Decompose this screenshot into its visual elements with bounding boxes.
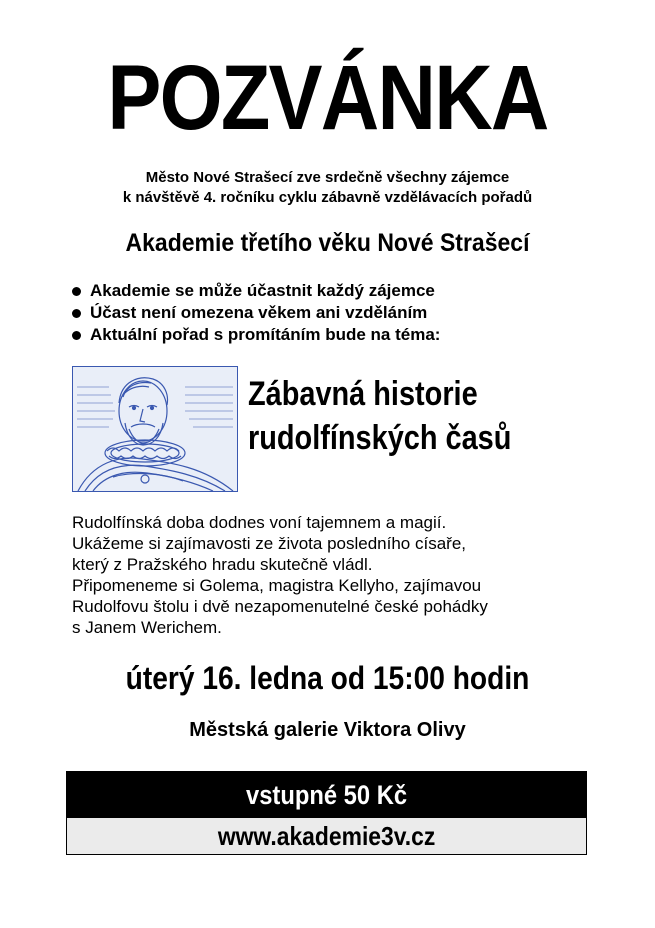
academy-name: Akademie třetího věku Nové Strašecí [125,229,530,257]
bullet-item [72,324,440,346]
admission-banner [67,772,586,818]
rudolf-portrait-image [72,366,238,492]
bullet-text: Aktuální pořad s promítáním bude na téma: [90,325,441,344]
poster-title: POZVÁNKA [107,47,548,149]
portrait-engraving [73,367,237,491]
topic-line-2: rudolfínských časů [248,419,512,457]
bullet-dot-icon [72,331,81,340]
bullet-text: Účast není omezena věkem ani vzděláním [90,303,428,322]
website-banner [67,818,586,854]
description-line: Rudolfovu štolu i dvě nezapomenutelné české pohádky [72,597,488,616]
description-line: Rudolfínská doba dodnes voní tajemnem a magií. [72,513,447,532]
description-line: který z Pražského hradu skutečně vládl. [72,555,373,574]
event-date-time: úterý 16. ledna od 15:00 hodin [125,660,530,696]
bullet-item [72,280,440,302]
admission-text: vstupné 50 Kč [245,780,408,810]
description-line: Připomeneme si Golema, magistra Kellyho, zajímavou [72,576,482,595]
website-link[interactable]: www.akademie3v.cz [217,821,436,851]
bullet-dot-icon [72,287,81,296]
topic-line-1: Zábavná historie [248,375,478,413]
intro-line-2: k návštěvě 4. ročníku cyklu zábavně vzdělávacích pořadů [122,189,533,206]
lecture-topic [248,372,511,460]
description-line: Ukážeme si zajímavosti ze života posledního císaře, [72,534,467,553]
bullet-dot-icon [72,309,81,318]
bullet-list [72,280,440,346]
bullet-text: Akademie se může účastnit každý zájemce [90,281,435,300]
intro-text [0,168,655,208]
description [72,512,592,638]
event-venue: Městská galerie Viktora Olivy [189,719,466,741]
intro-line-1: Město Nové Strašecí zve srdečně všechny zájemce [145,169,510,186]
description-line: s Janem Werichem. [72,618,222,637]
info-box [66,771,587,855]
bullet-item [72,302,440,324]
